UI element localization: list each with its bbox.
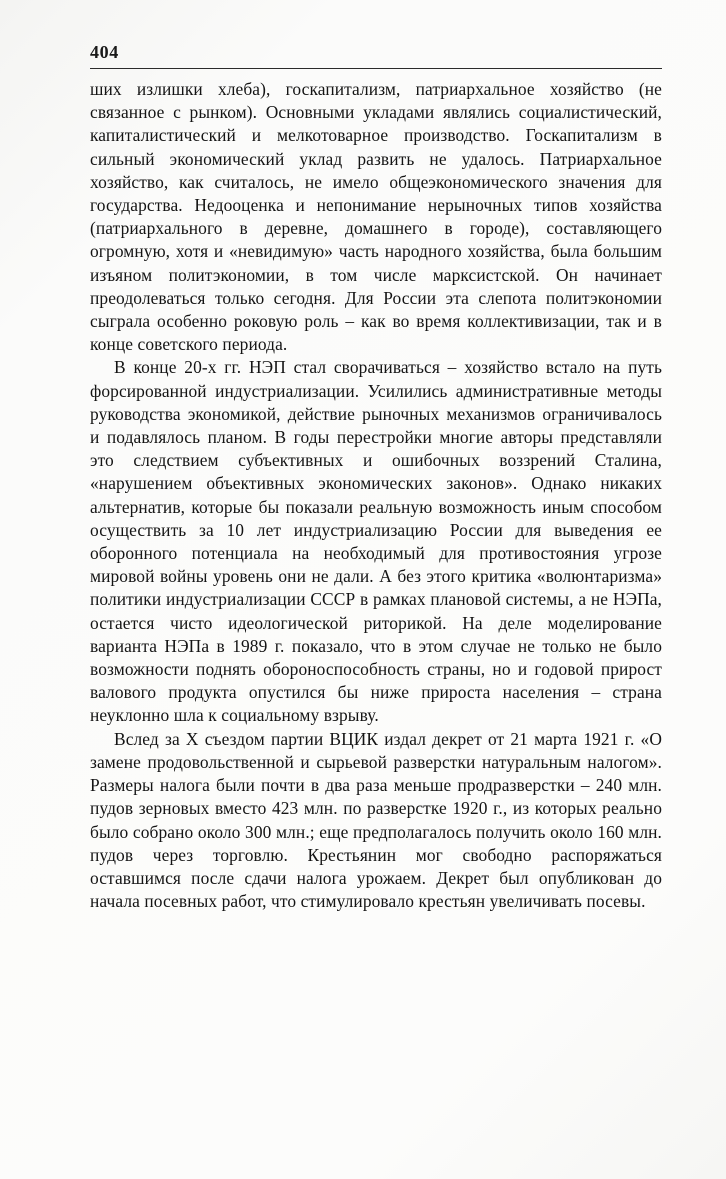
page-body-text [90,78,662,913]
header-rule [90,68,662,69]
page-header [90,42,662,69]
paragraph-nep-curtailment: В конце 20-х гг. НЭП стал сворачиваться – хозяйство встало на путь форсированной индустриализации. Усилились административные методы руководства экономикой, действие рыночных механизмов ограничивалось и подавлялось планом. В годы перестройки многие авторы представляли это следствием субъективных и ошибочных воззрений Сталина, «нарушением объективных экономических законов». Однако никаких альтернатив, которые бы показали реальную возможность иным способом осуществить за 10 лет индустриализацию России для выведения ее оборонного потенциала на необходимый для противостояния угрозе мировой войны уровень они не дали. А без этого критика «волюнтаризма» политики индустриализации СССР в рамках плановой системы, а не НЭПа, остается чисто идеологической риторикой. На деле моделирование варианта НЭПа в 1989 г. показало, что в этом случае не только не было возможности поднять обороноспособность страны, но и годовой прирост валового продукта опустился бы ниже прироста населения – страна неуклонно шла к социальному взрыву. [90,357,662,726]
paragraph-continuation: ших излишки хлеба), госкапитализм, патриархальное хозяйство (не связанное с рынком). Основными укладами являлись социалистический, капиталистический и мелкотоварное производство. Госкапитализм в сильный экономический уклад развить не удалось. Патриархальное хозяйство, как считалось, не имело общеэкономического значения для государства. Недооценка и непонимание нерыночных типов хозяйства (патриархального в деревне, домашнего в городе), составляющего огромную, хотя и «невидимую» часть народного хозяйства, была большим изъяном политэкономии, в том числе марксистской. Он начинает преодолеваться только сегодня. Для России эта слепота политэкономии сыграла особенно роковую роль – как во время коллективизации, так и в конце советского периода. [90,79,662,355]
page-number: 404 [90,42,119,62]
paragraph-tax-decree: Вслед за X съездом партии ВЦИК издал декрет от 21 марта 1921 г. «О замене продовольственной и сырьевой разверстки натуральным налогом». Размеры налога были почти в два раза меньше продразверстки – 240 млн. пудов зерновых вместо 423 млн. по разверстке 1920 г., из которых реально было собрано около 300 млн.; еще предполагалось получить около 160 млн. пудов через торговлю. Крестьянин мог свободно распоряжаться оставшимся после сдачи налога урожаем. Декрет был опубликован до начала посевных работ, что стимулировало крестьян увеличивать посевы. [90,728,662,912]
